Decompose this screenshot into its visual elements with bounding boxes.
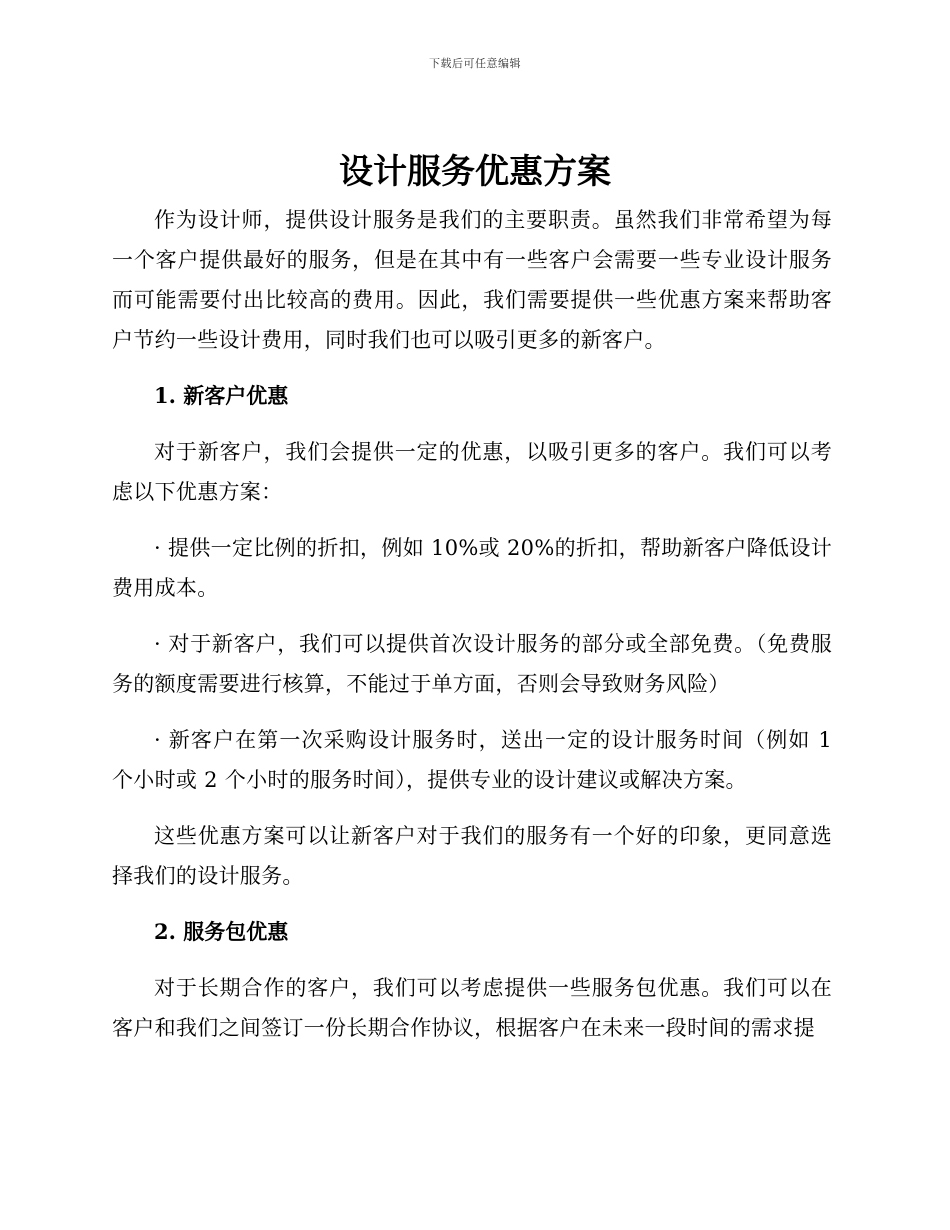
section-1-summary: 这些优惠方案可以让新客户对于我们的服务有一个好的印象，更同意选择我们的设计服务。 <box>112 824 832 888</box>
document-body <box>112 200 832 1048</box>
section-1-paragraph: 对于新客户，我们会提供一定的优惠，以吸引更多的客户。我们可以考虑以下优惠方案： <box>112 440 832 504</box>
bullet-free-service: · 对于新客户，我们可以提供首次设计服务的部分或全部免费。（免费服务的额度需要进行核算，不能过于单方面，否则会导致财务风险） <box>112 632 832 696</box>
header-note: 下载后可任意编辑 <box>429 57 521 70</box>
section-heading-new-customer: 1. 新客户优惠 <box>154 383 289 408</box>
intro-paragraph: 作为设计师，提供设计服务是我们的主要职责。虽然我们非常希望为每一个客户提供最好的服务，但是在其中有一些客户会需要一些专业设计服务而可能需要付出比较高的费用。因此，我们需要提供一些优惠方案来帮助客户节约一些设计费用，同时我们也可以吸引更多的新客户。 <box>112 208 832 352</box>
section-2-paragraph: 对于长期合作的客户，我们可以考虑提供一些服务包优惠。我们可以在客户和我们之间签订一份长期合作协议，根据客户在未来一段时间的需求提 <box>112 976 832 1040</box>
bullet-free-hours: · 新客户在第一次采购设计服务时，送出一定的设计服务时间（例如 1 个小时或 2 个小时的服务时间），提供专业的设计建议或解决方案。 <box>112 728 832 792</box>
section-heading-service-package: 2. 服务包优惠 <box>154 919 289 944</box>
bullet-discount: · 提供一定比例的折扣，例如 10%或 20%的折扣，帮助新客户降低设计费用成本。 <box>112 536 832 600</box>
document-title: 设计服务优惠方案 <box>339 152 611 192</box>
